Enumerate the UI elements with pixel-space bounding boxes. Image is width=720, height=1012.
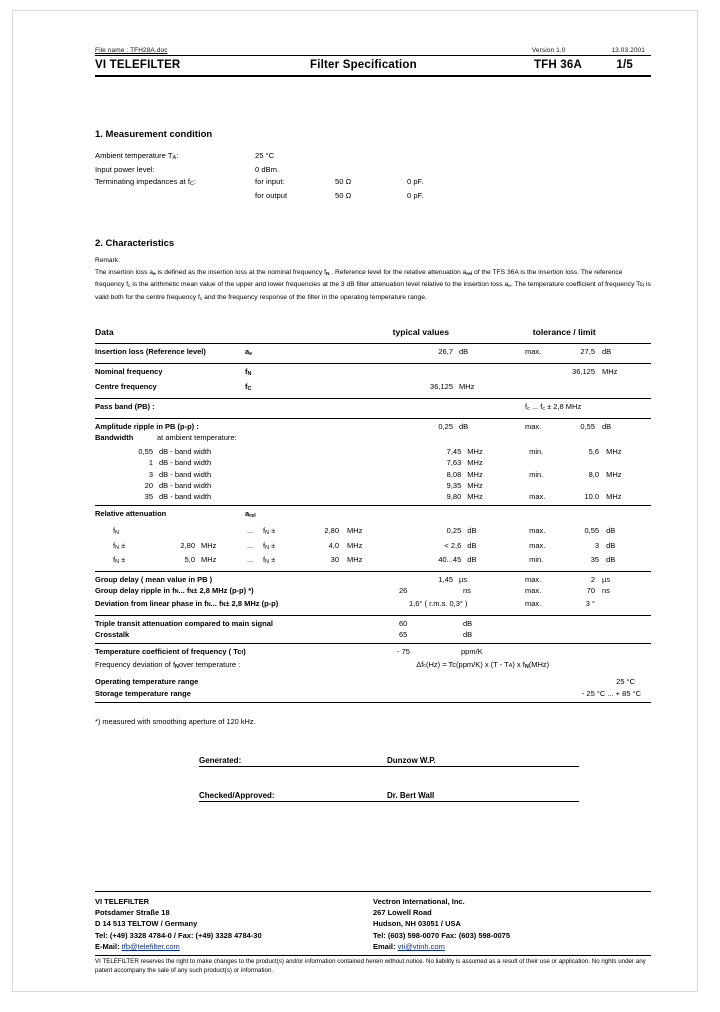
- email-link[interactable]: vti@vtinh.com: [397, 941, 445, 951]
- page-number: 1/5: [616, 59, 633, 71]
- document-title: Filter Specification: [310, 59, 417, 71]
- table-row: [95, 629, 651, 640]
- document-footer: [95, 891, 651, 975]
- attenuation-range: [95, 554, 403, 568]
- email-label: Email:: [373, 941, 396, 951]
- insertion-loss-label: Insertion loss (Reference level): [95, 347, 206, 357]
- relative-attenuation-block: [95, 505, 651, 571]
- disclaimer-text: VI TELEFILTER reserves the right to make changes to the product(s) and/or information contained herein without notice. No liability is assumed as a result of their use or application. No rights under any patent accompany the sale of any such product(s) or information.: [95, 955, 651, 975]
- storage-range-value: - 25 °C ... + 85 °C: [581, 688, 641, 698]
- unit: MHz: [606, 447, 622, 457]
- value: 3: [594, 540, 600, 550]
- email-label: E-Mail:: [95, 941, 120, 951]
- table-row: [95, 688, 651, 699]
- frequency-deviation-formula: Δf $_c$ (Hz) = Tc(ppm/K) x (T - T $_A$ ) x f $_N$ (MHz): [416, 660, 550, 671]
- centre-frequency-typical: [395, 381, 525, 392]
- bandwidth-typical: [403, 457, 529, 468]
- value: 7,45: [446, 447, 462, 457]
- company-phone: Tel: (603) 598-0070 Fax: (603) 598-0075: [373, 930, 511, 940]
- bandwidth-unit: dB - band width: [159, 492, 212, 502]
- value: 8,08: [446, 469, 462, 479]
- column-header-data: Data: [95, 326, 114, 337]
- bandwidth-label: Bandwidth: [95, 433, 134, 443]
- value: 35: [590, 554, 600, 564]
- impedance-input-pf: 0 pF.: [407, 176, 424, 186]
- frequency-deviation-label: Frequency deviation of f $_N$ over temperature :: [95, 660, 241, 671]
- impedance-output-pf: 0 pF.: [407, 191, 424, 201]
- value: 0,55: [580, 421, 595, 431]
- qualifier: max.: [529, 492, 546, 502]
- table-row: [95, 598, 651, 611]
- pass-band-label: Pass band (PB) :: [95, 401, 155, 411]
- f-end: $f_N$ ±: [263, 540, 276, 551]
- bandwidth-unit: dB - band width: [159, 469, 212, 479]
- value: < 2,6: [444, 540, 462, 550]
- pass-band-range: $f_c$ ... $f_c \pm 2,8$ MHz: [525, 401, 582, 412]
- group-delay-typical: [395, 574, 525, 585]
- unit: MHz: [467, 447, 483, 457]
- storage-range-label: Storage temperature range: [95, 688, 191, 698]
- amplitude-ripple-label: Amplitude ripple in PB (p-p) :: [95, 421, 199, 431]
- group-delay-tolerance: [525, 574, 651, 585]
- qualifier: max.: [529, 540, 546, 550]
- section-2-title: 2. Characteristics: [95, 237, 175, 249]
- company-email-row: [95, 941, 373, 952]
- table-row: [95, 491, 651, 502]
- value: 0,25: [438, 421, 453, 431]
- table-row: [95, 676, 651, 687]
- qualifier: max.: [525, 421, 542, 431]
- unit: MHz: [606, 469, 622, 479]
- qualifier: min.: [529, 554, 544, 564]
- unit: dB: [463, 629, 473, 639]
- bandwidth-condition: at ambient temperature:: [157, 433, 237, 443]
- qualifier: min.: [529, 447, 544, 457]
- centre-frequency-label-cell: [95, 381, 395, 395]
- impedance-input-ohms: 50 Ω: [335, 176, 352, 186]
- f-end-unit: MHz: [347, 526, 363, 536]
- document-header: [95, 47, 651, 77]
- qualifier: max.: [525, 574, 542, 584]
- attenuation-typical: [403, 554, 529, 565]
- bandwidth-typical: [403, 469, 529, 480]
- table-row: [95, 469, 651, 480]
- unit: µs: [459, 574, 468, 584]
- condition-row: [95, 190, 651, 201]
- document-content: [95, 47, 651, 802]
- bandwidth-label-cell: [95, 457, 403, 468]
- company-brand: VI TELEFILTER: [95, 59, 181, 71]
- qualifier: max.: [525, 586, 542, 596]
- value: 9,35: [446, 480, 462, 490]
- column-header-tolerance: tolerance / limit: [532, 326, 596, 337]
- group-delay-ripple-typical: [395, 585, 525, 596]
- email-link[interactable]: tfb@telefilter.com: [121, 941, 180, 951]
- unit: dB: [606, 554, 616, 564]
- company-email-row: [373, 941, 651, 952]
- header-title-row: [95, 56, 651, 75]
- table-row: [95, 554, 651, 568]
- triple-transit-label: Triple transit attenuation compared to main signal: [95, 618, 273, 628]
- footer-company-left: [95, 896, 373, 952]
- table-row: [95, 540, 651, 554]
- bandwidth-label-cell: [95, 446, 403, 457]
- value: 2: [590, 574, 595, 584]
- linear-phase-typical: [395, 598, 525, 609]
- condition-row: [95, 176, 651, 190]
- bandwidth-value: 1: [148, 458, 153, 468]
- unit: MHz: [467, 492, 483, 502]
- terminating-impedance-label: Terminating impedances at $f_C$:: [95, 176, 197, 187]
- table-row: [95, 421, 651, 432]
- unit: ppm/K: [461, 646, 483, 656]
- table-row: [95, 618, 651, 629]
- table-row: [95, 457, 651, 468]
- value: 26,7: [438, 347, 453, 357]
- unit: dB: [459, 347, 469, 357]
- crosstalk-typical: [395, 629, 525, 640]
- centre-frequency-label: Centre frequency: [95, 381, 157, 391]
- footer-company-right: [373, 896, 651, 952]
- unit: dB: [606, 526, 616, 536]
- value: 60: [399, 618, 408, 628]
- company-name: VI TELEFILTER: [95, 897, 150, 906]
- f-start-offset: 5,0: [184, 554, 195, 564]
- company-street: 267 Lowell Road: [373, 908, 432, 918]
- nominal-frequency-tolerance: [525, 366, 651, 377]
- unit: dB: [606, 540, 616, 550]
- value: - 75: [397, 646, 410, 656]
- table-row: [95, 381, 651, 395]
- unit: dB: [467, 540, 477, 550]
- value: 0,55: [584, 526, 600, 536]
- characteristics-table: [95, 327, 651, 703]
- crosstalk-label: Crosstalk: [95, 629, 130, 639]
- bandwidth-typical: [403, 446, 529, 457]
- signature-gap: [199, 767, 651, 791]
- condition-row: [95, 150, 651, 164]
- value: 1,6° ( r.m.s. 0,3° ): [409, 599, 468, 609]
- qualifier: max.: [525, 347, 542, 357]
- unit: dB: [467, 526, 477, 536]
- remark-text: The insertion loss $a_e$ is defined as the insertion loss at the nominal frequency $f_N$ . Reference level for the relative attenuation $a_{rel}$ of the TFS 36A is the insertion loss. The reference frequency $f_c$ is the arithmetic mean value of the upper and lower frequencies at the 3 dB filter attenuation level relative to the insertion loss $a_e$. The temperature coefficient of frequency $Tc_f$ is valid both for the centre frequency $f_c$ and the frequency response of the filter in the operating temperature range.: [95, 268, 651, 302]
- bandwidth-header-row: [95, 432, 651, 443]
- insertion-loss-typical: [395, 346, 525, 357]
- table-bottom-rule: [95, 702, 651, 703]
- footnote: *) measured with smoothing aperture of 120 kHz.: [95, 716, 256, 726]
- relative-attenuation-label: Relative attenuation: [95, 509, 167, 519]
- header-rule-bottom: [95, 75, 651, 77]
- group-delay-label: Group delay ( mean value in PB ): [95, 574, 213, 584]
- nominal-frequency-symbol: $f_N$: [245, 367, 252, 378]
- table-row: [95, 346, 651, 360]
- bandwidth-value: 3: [148, 469, 153, 479]
- company-phone: Tel: (+49) 3328 4784-0 / Fax: (+49) 3328 4784-30: [95, 930, 262, 940]
- document-date: 13.03.2001: [611, 47, 645, 54]
- unit: MHz: [606, 492, 622, 502]
- bandwidth-block: [95, 418, 651, 505]
- value: 70: [586, 586, 595, 596]
- table-row: [95, 401, 651, 415]
- pass-band-block: [95, 398, 651, 418]
- condition-row: [95, 164, 651, 175]
- unit: MHz: [459, 381, 475, 391]
- range-dots: ...: [247, 526, 254, 536]
- attenuation-tolerance: [529, 525, 651, 536]
- value: 9,80: [446, 492, 462, 502]
- unit: dB: [602, 347, 612, 357]
- unit: MHz: [467, 469, 483, 479]
- qualifier: max.: [525, 599, 542, 609]
- signature-area: [95, 756, 651, 802]
- bandwidth-rows: [95, 446, 651, 502]
- unit: ns: [463, 586, 471, 596]
- temperature-coefficient-typical: [395, 646, 525, 657]
- header-meta-right: [532, 47, 651, 54]
- unit: MHz: [602, 367, 618, 377]
- remark-label: Remark:: [95, 256, 120, 264]
- nominal-frequency-label: Nominal frequency: [95, 367, 163, 377]
- pass-band-tolerance: [525, 401, 651, 415]
- operating-range-label: Operating temperature range: [95, 677, 199, 687]
- qualifier: min.: [529, 469, 544, 479]
- operating-range-value: 25 °C: [616, 677, 635, 687]
- relative-attenuation-header: [95, 508, 651, 522]
- value: 40...45: [438, 554, 462, 564]
- bandwidth-tolerance: [529, 491, 651, 502]
- range-dots: ...: [247, 540, 254, 550]
- generated-value: Dunzow W.P.: [387, 755, 436, 765]
- attenuation-range: [95, 540, 403, 554]
- f-end-offset: 2,80: [324, 526, 339, 536]
- qualifier: max.: [529, 526, 546, 536]
- bandwidth-label-cell: [95, 480, 403, 491]
- insertion-loss-label-cell: [95, 346, 395, 360]
- unit: dB: [463, 618, 473, 628]
- unit: MHz: [467, 458, 483, 468]
- insertion-loss-tolerance: [525, 346, 651, 357]
- value: 0,25: [446, 526, 462, 536]
- f-end-offset: 30: [330, 554, 339, 564]
- f-end-unit: MHz: [347, 540, 363, 550]
- group-delay-ripple-tolerance: [525, 585, 651, 596]
- attenuation-tolerance: [529, 540, 651, 551]
- impedance-input-label: for input:: [255, 176, 285, 186]
- value: 3 °: [585, 599, 595, 609]
- centre-frequency-symbol: $f_C$: [245, 381, 252, 392]
- temperature-block: [95, 643, 651, 702]
- column-header-typical: typical values: [392, 326, 450, 337]
- linear-phase-tolerance: [525, 598, 651, 609]
- amplitude-ripple-typical: [395, 421, 525, 432]
- bandwidth-header: [95, 432, 395, 443]
- attenuation-typical: [403, 525, 529, 536]
- bandwidth-unit: dB - band width: [159, 458, 212, 468]
- attenuation-range: [95, 525, 403, 539]
- unit: µs: [602, 574, 611, 584]
- bandwidth-tolerance: [529, 446, 651, 457]
- bandwidth-tolerance: [529, 469, 651, 480]
- amplitude-ripple-tolerance: [525, 421, 651, 432]
- f-end: $f_N$ ±: [263, 554, 276, 565]
- unit: ns: [602, 586, 610, 596]
- f-start-unit: MHz: [201, 540, 217, 550]
- company-street: Potsdamer Straße 18: [95, 908, 170, 918]
- approved-row: [199, 791, 579, 802]
- table-row: [95, 480, 651, 491]
- filter-type: TFH 36A: [533, 59, 582, 71]
- document-version: Version 1.0: [531, 47, 566, 54]
- relative-attenuation-rows: [95, 525, 651, 568]
- linear-phase-label: Deviation from linear phase in f $_N$ ... f $_N$ ± 2,8 MHz (p-p): [95, 599, 279, 609]
- value: 5,6: [588, 447, 600, 457]
- company-city: D 14 513 TELTOW / Germany: [95, 919, 198, 929]
- table-row: [95, 574, 651, 585]
- value: 1,45: [438, 574, 453, 584]
- bandwidth-label-cell: [95, 469, 403, 480]
- section-1-title: 1. Measurement condition: [95, 129, 213, 140]
- header-meta-row: [95, 47, 651, 55]
- bandwidth-unit: dB - band width: [159, 480, 212, 490]
- f-start: $f_N$ ±: [113, 554, 126, 565]
- f-start-offset: 2,80: [180, 540, 195, 550]
- bandwidth-value: 20: [144, 480, 153, 490]
- f-end-unit: MHz: [347, 554, 363, 564]
- nominal-frequency-label-cell: [95, 366, 395, 380]
- company-city: Hudson, NH 03051 / USA: [373, 919, 461, 929]
- file-name: File name : TFH28A.doc: [95, 47, 168, 54]
- spacer: [95, 190, 255, 201]
- insertion-loss-symbol: $a_e$: [245, 347, 253, 358]
- group-delay-ripple-label: Group delay ripple in f $_N$ ... f $_N$ ± 2,8 MHz (p-p) *): [95, 586, 254, 596]
- unit: MHz: [467, 480, 483, 490]
- f-start: $f_N$: [113, 526, 119, 537]
- table-row: [95, 646, 651, 659]
- relative-attenuation-symbol: $a_{rel}$: [245, 509, 256, 520]
- temperature-coefficient-label: Temperature coefficient of frequency ( Tc $_f$ ): [95, 646, 246, 656]
- approved-value: Dr. Bert Wall: [387, 790, 435, 800]
- table-row: [95, 659, 651, 673]
- value: 36,125: [572, 367, 595, 377]
- impedance-output-ohms: 50 Ω: [335, 191, 352, 201]
- attenuation-tolerance: [529, 554, 651, 565]
- table-row: [95, 525, 651, 539]
- generated-label: Generated:: [199, 755, 242, 765]
- approved-label: Checked/Approved:: [199, 790, 275, 800]
- value: 26: [399, 586, 408, 596]
- f-start: $f_N$ ±: [113, 540, 126, 551]
- table-row: [95, 585, 651, 598]
- bandwidth-value: 0,55: [138, 447, 153, 457]
- insertion-loss-block: [95, 343, 651, 363]
- value: 7,63: [446, 458, 462, 468]
- value: 36,125: [430, 381, 453, 391]
- bandwidth-typical: [403, 480, 529, 491]
- ambient-temperature-value: 25 °C: [255, 151, 275, 160]
- generated-row: [199, 756, 579, 767]
- measurement-conditions: [95, 150, 651, 202]
- table-header-row: [95, 327, 651, 343]
- footer-columns: [95, 892, 651, 952]
- f-end: $f_N$ ±: [263, 526, 276, 537]
- input-power-label: Input power level:: [95, 165, 155, 175]
- f-end-offset: 4,0: [328, 540, 339, 550]
- bandwidth-typical: [403, 491, 529, 502]
- paper-sheet: [12, 10, 698, 992]
- company-name: Vectron International, Inc.: [373, 897, 465, 906]
- value: 10.0: [584, 492, 600, 502]
- unit: dB: [467, 554, 477, 564]
- f-start-unit: MHz: [201, 554, 217, 564]
- triple-transit-typical: [395, 618, 525, 629]
- group-delay-block: [95, 571, 651, 615]
- range-dots: ...: [247, 554, 254, 564]
- unit: dB: [459, 421, 469, 431]
- bandwidth-unit: dB - band width: [159, 447, 212, 457]
- value: 27,5: [580, 347, 595, 357]
- table-row: [95, 446, 651, 457]
- ambient-temperature-label: Ambient temperature $T_A$:: [95, 151, 179, 161]
- table-row: [95, 366, 651, 380]
- input-power-value: 0 dBm.: [255, 165, 280, 175]
- bandwidth-label-cell: [95, 491, 403, 502]
- relative-attenuation-label-cell: [95, 508, 395, 522]
- value: 65: [399, 629, 408, 639]
- frequency-block: [95, 363, 651, 397]
- attenuation-typical: [403, 540, 529, 551]
- impedance-output-label: for output: [255, 191, 288, 201]
- bandwidth-value: 35: [144, 492, 153, 502]
- unit: dB: [602, 421, 612, 431]
- triple-transit-block: [95, 615, 651, 643]
- value: 8,0: [588, 469, 600, 479]
